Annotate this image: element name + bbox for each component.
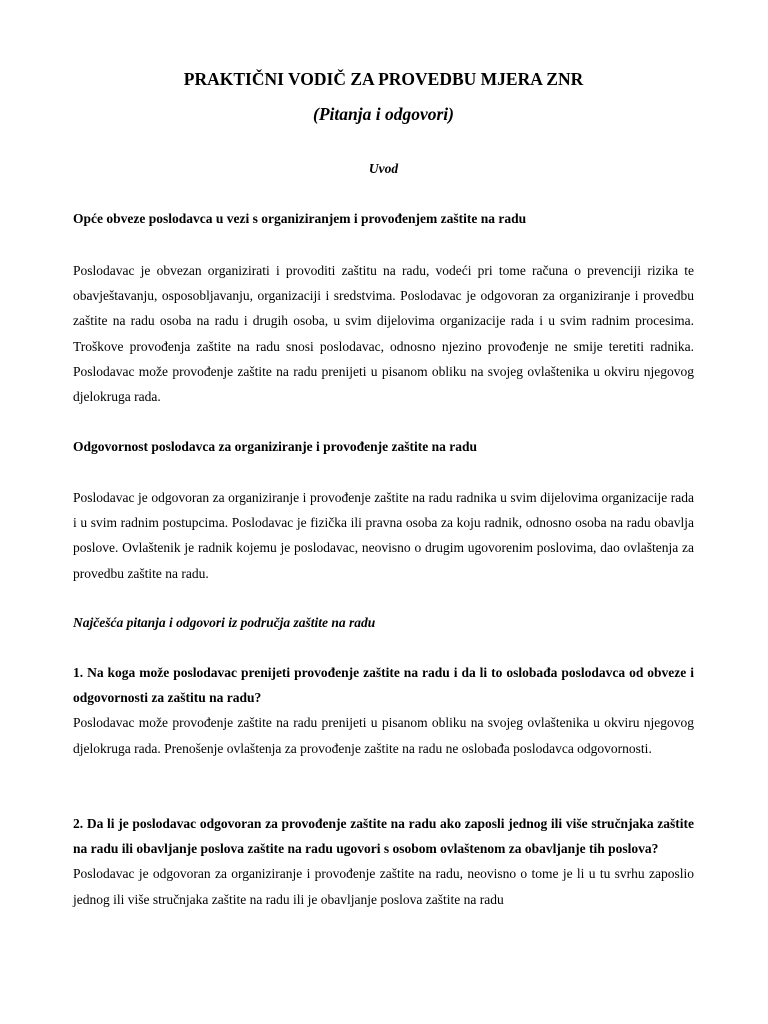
section1-heading: Opće obveze poslodavca u vezi s organiziranjem i provođenjem zaštite na radu xyxy=(73,211,527,226)
faq-question: 2. Da li je poslodavac odgovoran za provođenje zaštite na radu ako zaposli jednog ili više stručnjaka zaštite na radu ili obavljanje poslova zaštite na radu ugovori s osobom ovlaštenom za obavljanje tih poslova? xyxy=(73,816,694,857)
faq-heading: Najčešća pitanja i odgovori iz područja zaštite na radu xyxy=(73,615,376,630)
faq-item-1 xyxy=(73,660,694,761)
faq-item-2 xyxy=(73,811,694,912)
document-title: PRAKTIČNI VODIČ ZA PROVEDBU MJERA ZNR xyxy=(183,69,584,89)
document-subtitle: (Pitanja i odgovori) xyxy=(313,104,454,124)
faq-question: 1. Na koga može poslodavac prenijeti provođenje zaštite na radu i da li to oslobađa poslodavca od obveze i odgovornosti za zaštitu na radu? xyxy=(73,665,694,706)
faq-answer: Poslodavac je odgovoran za organiziranje i provođenje zaštite na radu, neovisno o tome je li u tu svrhu zaposlio jednog ili više stručnjaka zaštite na radu ili je obavljanje poslova zaštite na radu xyxy=(73,866,694,907)
section2-heading: Odgovornost poslodavca za organiziranje i provođenje zaštite na radu xyxy=(73,439,477,454)
intro-label: Uvod xyxy=(368,161,399,176)
section1-paragraph: Poslodavac je obvezan organizirati i provoditi zaštitu na radu, vodeći pri tome računa o prevenciji rizika te obavještavanju, osposobljavanju, organizaciji i sredstvima. Poslodavac je odgovoran za organiziranje i provedbu zaštite na radu osoba na radu i drugih osoba, u svim dijelovima organizacije rada i u svim radnim procesima. Troškove provođenja zaštite na radu snosi poslodavac, odnosno njezino provođenje ne smije teretiti radnika. Poslodavac može provođenje zaštite na radu prenijeti u pisanom obliku na svojeg ovlaštenika u okviru njegovog djelokruga rada. xyxy=(73,263,694,405)
faq-answer: Poslodavac može provođenje zaštite na radu prenijeti u pisanom obliku na svojeg ovlaštenika u okviru njegovog djelokruga rada. Prenošenje ovlaštenja za provođenje zaštite na radu ne oslobađa poslodavca odgovornosti. xyxy=(73,715,694,756)
section2-paragraph: Poslodavac je odgovoran za organiziranje i provođenje zaštite na radu radnika u svim dijelovima organizacije rada i u svim radnim postupcima. Poslodavac je fizička ili pravna osoba za koju radnik, odnosno osoba na radu obavlja poslove. Ovlaštenik je radnik kojemu je poslodavac, neovisno o drugim ugovorenim poslovima, dao ovlaštenja za provedbu zaštite na radu. xyxy=(73,490,694,581)
